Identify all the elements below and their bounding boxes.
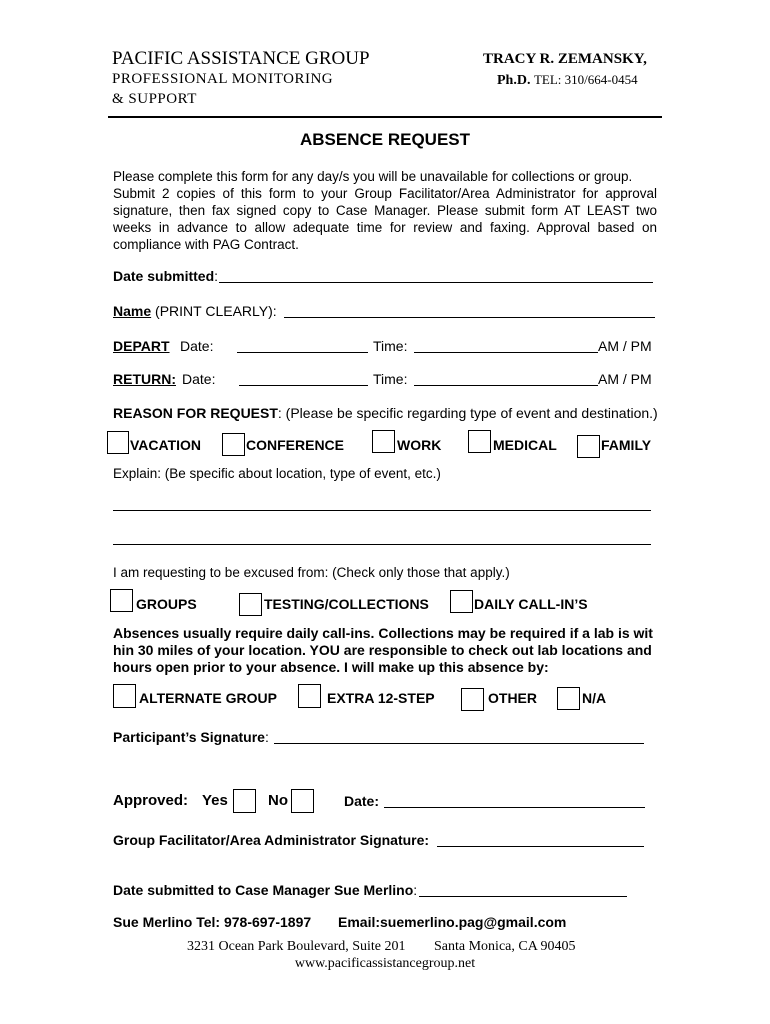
- notice-line-3: hours open prior to your absence. I will make up this absence by:: [113, 659, 549, 675]
- depart-time-label: Time:: [373, 338, 408, 354]
- conference-label: CONFERENCE: [246, 437, 345, 453]
- testing-checkbox[interactable]: [239, 593, 262, 616]
- approval-date-field[interactable]: [384, 807, 645, 808]
- case-manager-label: [113, 882, 417, 898]
- date-submitted-colon: :: [214, 268, 219, 284]
- participant-signature-label: [113, 729, 269, 745]
- excused-label: I am requesting to be excused from: (Check only those that apply.): [113, 565, 510, 580]
- name-hint: (PRINT CLEARLY):: [155, 303, 277, 319]
- person-contact: [497, 72, 638, 89]
- name-text: Name: [113, 303, 152, 319]
- depart-date-field[interactable]: [237, 352, 368, 353]
- testing-label: TESTING/COLLECTIONS: [264, 596, 429, 612]
- contact-email[interactable]: Email:suemerlino.pag@gmail.com: [338, 914, 567, 930]
- person-tel: TEL: 310/664-0454: [533, 72, 638, 87]
- approved-no-checkbox[interactable]: [291, 789, 314, 813]
- return-time-label: Time:: [373, 371, 408, 387]
- extra-12-step-checkbox[interactable]: [298, 684, 321, 708]
- vacation-checkbox[interactable]: [107, 431, 129, 454]
- org-tagline-1: PROFESSIONAL MONITORING: [112, 71, 334, 87]
- participant-signature-field[interactable]: [274, 743, 644, 744]
- notice-line-2: hin 30 miles of your location. YOU are responsible to check out lab locations and: [113, 642, 652, 658]
- footer-website[interactable]: www.pacificassistancegroup.net: [294, 956, 476, 971]
- family-label: FAMILY: [601, 437, 652, 453]
- org-name: PACIFIC ASSISTANCE GROUP: [112, 48, 370, 69]
- depart-time-field[interactable]: [414, 352, 598, 353]
- family-checkbox[interactable]: [577, 435, 600, 458]
- reason-hint: : (Please be specific regarding type of event and destination.): [277, 405, 658, 421]
- case-manager-date-field[interactable]: [419, 896, 627, 897]
- reason-label-text: REASON FOR REQUEST: [113, 405, 278, 421]
- return-date-field[interactable]: [239, 385, 368, 386]
- case-manager-colon: :: [413, 882, 418, 898]
- alternate-group-label: ALTERNATE GROUP: [139, 690, 277, 706]
- groups-label: GROUPS: [136, 596, 197, 612]
- alternate-group-checkbox[interactable]: [113, 684, 136, 708]
- participant-signature-text: Participant’s Signature: [113, 729, 265, 745]
- notice-line-1: Absences usually require daily call-ins. Collections may be required if a lab is wit: [113, 625, 653, 641]
- depart-label: DEPART: [113, 338, 170, 354]
- contact-name-tel: Sue Merlino Tel: 978-697-1897: [113, 914, 312, 930]
- na-label: N/A: [582, 690, 607, 706]
- date-submitted-label: [113, 268, 218, 284]
- date-submitted-field[interactable]: [219, 282, 653, 283]
- name-field[interactable]: [284, 317, 655, 318]
- approved-yes-label: Yes: [202, 792, 228, 809]
- page-title: ABSENCE REQUEST: [299, 130, 471, 149]
- return-ampm: AM / PM: [598, 371, 652, 387]
- approved-no-label: No: [268, 792, 288, 809]
- explain-label: Explain: (Be specific about location, type of event, etc.): [113, 466, 441, 481]
- extra-12-step-label: EXTRA 12-STEP: [327, 690, 435, 706]
- footer-address: 3231 Ocean Park Boulevard, Suite 201: [187, 939, 406, 954]
- approved-label: Approved:: [113, 792, 188, 809]
- intro-line: Please complete this form for any day/s you will be unavailable for collections or group.: [113, 169, 633, 184]
- medical-label: MEDICAL: [493, 437, 557, 453]
- work-checkbox[interactable]: [372, 430, 395, 453]
- work-label: WORK: [397, 437, 442, 453]
- daily-callins-checkbox[interactable]: [450, 590, 473, 613]
- intro-line: weeks in advance to allow adequate time for review and faxing. Approval based on: [113, 220, 657, 235]
- person-degree: Ph.D.: [497, 73, 531, 88]
- participant-signature-colon: :: [264, 729, 269, 745]
- vacation-label: VACATION: [130, 437, 202, 453]
- other-label: OTHER: [488, 690, 537, 706]
- facilitator-signature-field[interactable]: [437, 846, 644, 847]
- approved-yes-checkbox[interactable]: [233, 789, 256, 813]
- return-date-label: Date:: [182, 371, 216, 387]
- name-label: [113, 303, 277, 319]
- return-time-field[interactable]: [414, 385, 598, 386]
- intro-line: compliance with PAG Contract.: [113, 237, 299, 252]
- explain-line-2[interactable]: [113, 544, 651, 545]
- reason-label: [113, 405, 658, 421]
- conference-checkbox[interactable]: [222, 433, 245, 456]
- footer-city: Santa Monica, CA 90405: [434, 939, 576, 954]
- intro-line: signature, then fax signed copy to Case Manager. Please submit form AT LEAST two: [113, 203, 657, 218]
- medical-checkbox[interactable]: [468, 430, 491, 453]
- org-tagline-2: & SUPPORT: [112, 91, 197, 107]
- other-checkbox[interactable]: [461, 688, 484, 711]
- intro-line: Submit 2 copies of this form to your Group Facilitator/Area Administrator for approval: [113, 186, 657, 201]
- person-name: TRACY R. ZEMANSKY,: [483, 51, 647, 67]
- return-label: RETURN:: [113, 371, 176, 387]
- depart-ampm: AM / PM: [598, 338, 652, 354]
- approval-date-label: Date:: [344, 793, 380, 809]
- depart-date-label: Date:: [180, 338, 214, 354]
- intro-paragraph: [113, 168, 657, 253]
- facilitator-signature-label: Group Facilitator/Area Administrator Signature:: [113, 832, 430, 848]
- groups-checkbox[interactable]: [110, 589, 133, 612]
- na-checkbox[interactable]: [557, 687, 580, 710]
- case-manager-text: Date submitted to Case Manager Sue Merlino: [113, 882, 414, 898]
- daily-callins-label: DAILY CALL-IN’S: [474, 596, 588, 612]
- header-rule: [108, 116, 662, 118]
- date-submitted-text: Date submitted: [113, 268, 215, 284]
- explain-line-1[interactable]: [113, 510, 651, 511]
